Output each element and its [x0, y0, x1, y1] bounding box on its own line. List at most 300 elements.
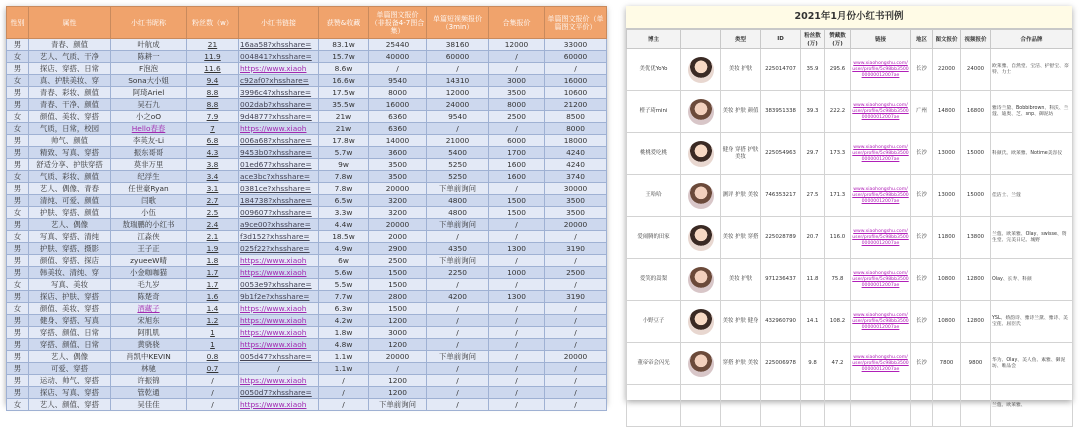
table-cell: 4800	[427, 195, 489, 207]
table-cell: 可爱、穿搭	[29, 363, 111, 375]
table-cell: 14.1	[801, 301, 825, 343]
table-cell: F泡泡	[111, 63, 187, 75]
table-cell: 小金咖咖猫	[111, 267, 187, 279]
table-cell: 30000	[545, 183, 607, 195]
table-cell: 7	[187, 123, 239, 135]
table-cell: 1.8w	[319, 327, 369, 339]
table-cell: 3600	[369, 147, 427, 159]
table-row	[7, 123, 607, 135]
profile-link[interactable]: www.xiaohongshu.com/user/profile/5c98bb350000000012007ae	[851, 217, 911, 259]
table-row	[7, 111, 607, 123]
table-cell[interactable]: 0381ce?xhsshare=	[239, 183, 319, 195]
table-cell: 2500	[489, 111, 545, 123]
table-cell: 75.8	[825, 259, 851, 301]
table-cell: /	[427, 363, 489, 375]
column-header: ID	[761, 30, 801, 49]
table-cell: 20000	[369, 351, 427, 363]
column-header: 视频报价	[961, 30, 991, 49]
table-cell	[801, 385, 825, 427]
table-cell: 长沙	[911, 49, 933, 91]
table-cell: 8500	[545, 111, 607, 123]
table-cell: 12000	[427, 87, 489, 99]
table-cell: 艺人、偶像	[29, 219, 111, 231]
table-cell: 3190	[545, 243, 607, 255]
table-cell: 3500	[369, 159, 427, 171]
table-cell: 长沙	[911, 259, 933, 301]
table-cell: 肖凯中KEVIN	[111, 351, 187, 363]
table-cell: 男	[7, 327, 29, 339]
avatar	[688, 99, 714, 125]
table-cell: 男	[7, 63, 29, 75]
table-cell: /	[369, 63, 427, 75]
table-cell: 1600	[489, 171, 545, 183]
table-cell: 6.5w	[319, 195, 369, 207]
table-cell: 10800	[933, 301, 961, 343]
table-cell	[681, 343, 721, 385]
profile-link[interactable]: www.xiaohongshu.com/user/profile/5c98bb350000000012007ae	[851, 301, 911, 343]
table-cell: 黄骁骁	[111, 339, 187, 351]
rate-card-table	[626, 29, 1073, 427]
table-cell: 兰蔻、欧莱雅、Olay、swisse、资生堂、完美日记、城野	[991, 217, 1073, 259]
table-row	[7, 171, 607, 183]
column-header: 属性	[29, 7, 111, 39]
table-cell: 广州	[911, 91, 933, 133]
table-cell: /	[489, 231, 545, 243]
table-row	[7, 243, 607, 255]
table-cell: 1.1w	[319, 363, 369, 375]
table-cell: 21000	[427, 135, 489, 147]
table-cell: 李英友-Li	[111, 135, 187, 147]
table-cell: 27.5	[801, 175, 825, 217]
table-cell: 6.3w	[319, 303, 369, 315]
table-cell: /	[489, 327, 545, 339]
table-cell: 男	[7, 375, 29, 387]
table-cell[interactable]: 9b1f2e?xhsshare=	[239, 291, 319, 303]
table-cell[interactable]: 9453b0?xhsshare=	[239, 147, 319, 159]
table-cell: 1.9	[187, 243, 239, 255]
table-cell: 艺人、偶像	[29, 351, 111, 363]
table-cell: 3740	[545, 171, 607, 183]
table-cell: 颜值、美妆、穿搭	[29, 111, 111, 123]
table-cell: 下单前询问	[369, 399, 427, 411]
table-cell[interactable]: https://www.xiaoh	[239, 303, 319, 315]
table-cell[interactable]: https://www.xiaoh	[239, 255, 319, 267]
table-cell: /	[319, 375, 369, 387]
table-cell: 20000	[545, 351, 607, 363]
table-cell[interactable]: c92af0?xhsshare=	[239, 75, 319, 87]
table-cell: 1300	[489, 243, 545, 255]
table-cell: 王哈哈	[627, 175, 681, 217]
table-cell: 4.2w	[319, 315, 369, 327]
table-cell[interactable]: https://www.xiaoh	[239, 327, 319, 339]
table-cell: 12800	[961, 259, 991, 301]
table-cell[interactable]: ace3bc?xhsshare=	[239, 171, 319, 183]
table-row	[7, 387, 607, 399]
table-cell: 8000	[489, 99, 545, 111]
table-cell: 阿琦Ariel	[111, 87, 187, 99]
table-cell: 5250	[427, 159, 489, 171]
table-cell: /	[545, 375, 607, 387]
table-cell	[681, 91, 721, 133]
table-cell: 阿肌肌	[111, 327, 187, 339]
column-header: 图文报价	[933, 30, 961, 49]
table-cell: 男	[7, 315, 29, 327]
table-cell: /	[187, 375, 239, 387]
table-row	[7, 231, 607, 243]
table-row	[7, 51, 607, 63]
table-cell[interactable]: 004841?xhsshare=	[239, 51, 319, 63]
table-cell: 舒适分享、护肤穿搭	[29, 159, 111, 171]
table-cell: 气质，日常，校园	[29, 123, 111, 135]
table-cell: /	[545, 315, 607, 327]
table-cell: 美妆 护肤 穿搭	[721, 217, 761, 259]
table-cell[interactable]: 005d47?xhsshare=	[239, 351, 319, 363]
table-cell: 测评 护肤 美妆	[721, 175, 761, 217]
table-cell[interactable]: https://www.xiaoh	[239, 267, 319, 279]
table-cell: 15000	[961, 133, 991, 175]
table-row	[7, 339, 607, 351]
table-cell[interactable]: https://www.xiaoh	[239, 399, 319, 411]
table-cell	[825, 385, 851, 427]
table-cell[interactable]: https://www.xiaoh	[239, 315, 319, 327]
table-cell[interactable]: 9d4877?xhsshare=	[239, 111, 319, 123]
table-cell: 5.5w	[319, 279, 369, 291]
avatar	[688, 225, 714, 251]
table-cell: /	[545, 363, 607, 375]
table-cell	[681, 385, 721, 427]
table-cell: 29.7	[801, 133, 825, 175]
table-cell: 许振锦	[111, 375, 187, 387]
table-cell: 3.8	[187, 159, 239, 171]
table-cell[interactable]: 025f22?xhsshare=	[239, 243, 319, 255]
table-cell: 美妆 护肤	[721, 259, 761, 301]
table-cell: 欧莱雅、自然堂、宝洁、护舒宝、奈特、力士	[991, 49, 1073, 91]
influencer-price-table	[6, 6, 607, 411]
column-header: 单篇短视频报价（3min）	[427, 7, 489, 39]
table-cell: 男	[7, 339, 29, 351]
table-header-row	[7, 7, 607, 39]
column-header: 博主	[627, 30, 681, 49]
table-cell: 男	[7, 219, 29, 231]
table-cell: /	[489, 315, 545, 327]
table-cell	[681, 175, 721, 217]
table-cell: 4.9w	[319, 243, 369, 255]
table-cell: 33000	[545, 39, 607, 51]
table-cell: 24000	[961, 49, 991, 91]
column-header: 粉丝数(万)	[801, 30, 825, 49]
table-cell: /	[369, 363, 427, 375]
table-cell: 20000	[545, 219, 607, 231]
table-cell: 女	[7, 123, 29, 135]
table-row	[7, 315, 607, 327]
table-cell: 振东哥哥	[111, 147, 187, 159]
table-cell: 长沙	[911, 133, 933, 175]
table-cell: 女	[7, 75, 29, 87]
table-cell: /	[187, 387, 239, 399]
table-cell: 4200	[427, 291, 489, 303]
table-cell: 男	[7, 147, 29, 159]
table-row	[7, 327, 607, 339]
table-cell: 18.5w	[319, 231, 369, 243]
table-cell: 闫歌	[111, 195, 187, 207]
profile-link[interactable]: www.xiaohongshu.com/user/profile/5c98bb350000000012007ae	[851, 49, 911, 91]
table-cell: 1500	[489, 195, 545, 207]
table-cell: 青春、干净、颜值	[29, 99, 111, 111]
table-cell: 女	[7, 399, 29, 411]
table-row	[627, 259, 1073, 301]
table-cell: 1.1w	[319, 351, 369, 363]
table-cell: 男	[7, 183, 29, 195]
table-cell: 下单前询问	[427, 183, 489, 195]
table-cell: Sona大小姐	[111, 75, 187, 87]
table-cell: 科颜氏、欧莱雅、Notime美容仪	[991, 133, 1073, 175]
table-cell: 83.1w	[319, 39, 369, 51]
table-cell: 女	[7, 207, 29, 219]
table-cell: /	[545, 279, 607, 291]
table-cell: 1200	[369, 387, 427, 399]
table-cell[interactable]: 0050d7?xhsshare=	[239, 387, 319, 399]
table-cell: 25440	[369, 39, 427, 51]
column-header: 合集报价	[489, 7, 545, 39]
table-cell: 1	[187, 339, 239, 351]
table-cell: 5400	[427, 147, 489, 159]
table-cell: 173.3	[825, 133, 851, 175]
table-cell: 男	[7, 243, 29, 255]
table-cell: 1600	[489, 159, 545, 171]
table-cell: /	[239, 363, 319, 375]
table-cell: /	[427, 303, 489, 315]
table-cell: 21w	[319, 123, 369, 135]
table-row	[7, 75, 607, 87]
table-cell: /	[545, 231, 607, 243]
table-cell[interactable]: a9ce00?xhsshare=	[239, 219, 319, 231]
table-cell[interactable]: 01ed67?xhsshare=	[239, 159, 319, 171]
table-row	[7, 39, 607, 51]
table-cell: 护肤、穿搭、颜值	[29, 207, 111, 219]
table-cell: 1500	[369, 279, 427, 291]
table-cell: 男	[7, 39, 29, 51]
table-cell: 女	[7, 111, 29, 123]
table-cell[interactable]: 009607?xhsshare=	[239, 207, 319, 219]
table-cell[interactable]: 006a68?xhsshare=	[239, 135, 319, 147]
table-cell: 21200	[545, 99, 607, 111]
table-cell: 16000	[545, 75, 607, 87]
table-cell: 5.7w	[319, 147, 369, 159]
table-cell: 225028789	[761, 217, 801, 259]
table-cell: 宋旭东	[111, 315, 187, 327]
table-row	[7, 291, 607, 303]
table-cell: 颜值、穿搭、探店	[29, 255, 111, 267]
table-row	[7, 87, 607, 99]
table-cell: 写真、穿搭、清纯	[29, 231, 111, 243]
column-header: 地区	[911, 30, 933, 49]
table-cell: 4.8w	[319, 339, 369, 351]
table-cell: /	[489, 279, 545, 291]
table-cell: 1.7	[187, 279, 239, 291]
table-cell: 6000	[489, 135, 545, 147]
table-cell: YSL、娇韵诗、雅诗兰黛、雅诗、美宝莲、屈臣氏	[991, 301, 1073, 343]
table-row	[7, 363, 607, 375]
table-cell: 17.5w	[319, 87, 369, 99]
table-cell: 9540	[427, 111, 489, 123]
table-cell: 8000	[369, 87, 427, 99]
table-cell: 11.6	[187, 63, 239, 75]
table-cell: 男	[7, 135, 29, 147]
table-cell	[761, 385, 801, 427]
profile-link[interactable]: www.xiaohongshu.com/user/profile/5c98bb350000000012007ae	[851, 259, 911, 301]
table-cell: 1200	[369, 375, 427, 387]
table-cell: 14310	[427, 75, 489, 87]
table-cell: 3.3w	[319, 207, 369, 219]
table-cell: 下单前询问	[427, 351, 489, 363]
table-cell: 1.8	[187, 255, 239, 267]
table-cell: zyueeW晴	[111, 255, 187, 267]
table-cell: /	[489, 219, 545, 231]
table-cell[interactable]: f3d152?xhsshare=	[239, 231, 319, 243]
table-cell: /	[319, 399, 369, 411]
table-cell: 4800	[427, 207, 489, 219]
table-cell: 长沙	[911, 175, 933, 217]
table-cell: 下单前询问	[427, 219, 489, 231]
table-cell: 1000	[489, 267, 545, 279]
table-cell: 2000	[369, 231, 427, 243]
column-header: 性别	[7, 7, 29, 39]
table-cell: 14800	[933, 91, 961, 133]
table-cell[interactable]: 16aa58?xhsshare=	[239, 39, 319, 51]
table-cell: 敖瑞鹏的小红书	[111, 219, 187, 231]
table-cell: 2800	[369, 291, 427, 303]
table-cell: /	[489, 387, 545, 399]
table-cell: 女	[7, 279, 29, 291]
table-cell: 60000	[545, 51, 607, 63]
table-cell: 8.8	[187, 87, 239, 99]
table-cell: 4350	[427, 243, 489, 255]
table-cell[interactable]: https://www.xiaoh	[239, 339, 319, 351]
table-cell[interactable]: 0053e9?xhsshare=	[239, 279, 319, 291]
table-cell: 男	[7, 99, 29, 111]
profile-link[interactable]: www.xiaohongshu.com/user/profile/5c98bb350000000012007ae	[851, 91, 911, 133]
table-cell: /	[489, 339, 545, 351]
table-cell: 王子正	[111, 243, 187, 255]
table-cell: 吴石九	[111, 99, 187, 111]
table-cell: 6.8	[187, 135, 239, 147]
table-cell: 精致、写真、穿搭	[29, 147, 111, 159]
table-cell: /	[545, 387, 607, 399]
table-row	[7, 159, 607, 171]
table-cell: 40000	[369, 51, 427, 63]
column-header: 小红书昵称	[111, 7, 187, 39]
table-cell: 3000	[369, 327, 427, 339]
table-cell: 1.2	[187, 315, 239, 327]
table-cell: 佳洁士、兰蔻	[991, 175, 1073, 217]
table-cell: 4.3	[187, 147, 239, 159]
table-row	[627, 175, 1073, 217]
column-header: 粉丝数（w）	[187, 7, 239, 39]
table-cell: /	[489, 255, 545, 267]
table-cell: 下单前询问	[427, 255, 489, 267]
table-cell: 长沙	[911, 343, 933, 385]
table-cell: 8.6w	[319, 63, 369, 75]
table-cell[interactable]: https://www.xiaoh	[239, 375, 319, 387]
table-cell: 莫非万里	[111, 159, 187, 171]
table-cell[interactable]: https://www.xiaoh	[239, 63, 319, 75]
table-cell: 男	[7, 291, 29, 303]
table-cell: 746353217	[761, 175, 801, 217]
table-cell: 3.4	[187, 171, 239, 183]
table-cell: 1500	[369, 303, 427, 315]
table-cell: /	[427, 339, 489, 351]
table-cell: 艺人、气质、干净	[29, 51, 111, 63]
table-cell[interactable]: 184738?xhsshare=	[239, 195, 319, 207]
table-cell: 21	[187, 39, 239, 51]
profile-link[interactable]: www.xiaohongshu.com/user/profile/5c98bb350000000012007ae	[851, 133, 911, 175]
table-cell: 10600	[545, 87, 607, 99]
table-cell: /	[489, 375, 545, 387]
table-row	[627, 91, 1073, 133]
column-header: 单篇图文报价（非报备4-7图合集）	[369, 7, 427, 39]
table-cell: /	[545, 303, 607, 315]
table-cell: 13000	[933, 175, 961, 217]
table-cell: 小野豆子	[627, 301, 681, 343]
table-cell[interactable]: 002dab?xhsshare=	[239, 99, 319, 111]
column-header: 链接	[851, 30, 911, 49]
table-cell: Olay、长寿、科颜	[991, 259, 1073, 301]
table-cell: 5250	[427, 171, 489, 183]
table-cell: 383951338	[761, 91, 801, 133]
table-cell: 女	[7, 51, 29, 63]
table-cell: 1.7	[187, 267, 239, 279]
table-cell: 1500	[369, 267, 427, 279]
table-cell: 11.9	[187, 51, 239, 63]
profile-link[interactable]: www.xiaohongshu.com/user/profile/5c98bb350000000012007ae	[851, 175, 911, 217]
table-cell: 22000	[933, 49, 961, 91]
table-cell: 健身、穿搭、写真	[29, 315, 111, 327]
table-cell: 小伍	[111, 207, 187, 219]
table-cell: 男	[7, 387, 29, 399]
table-cell: 1500	[489, 207, 545, 219]
table-cell: 13800	[961, 217, 991, 259]
table-cell: 225054963	[761, 133, 801, 175]
table-row	[627, 385, 1073, 427]
table-row	[7, 99, 607, 111]
table-cell: 3200	[369, 195, 427, 207]
table-cell: 韩美妆、清纯、穿	[29, 267, 111, 279]
avatar	[688, 267, 714, 293]
table-cell: 1700	[489, 147, 545, 159]
table-cell: 2.4	[187, 219, 239, 231]
table-cell: 桃桃爱吃桃	[627, 133, 681, 175]
table-cell: 男	[7, 363, 29, 375]
table-cell: 6360	[369, 123, 427, 135]
table-cell[interactable]: https://www.xiaoh	[239, 123, 319, 135]
table-cell: 帅气、颜值	[29, 135, 111, 147]
table-cell: 美妆 护肤 健身	[721, 301, 761, 343]
table-cell: 林驰	[111, 363, 187, 375]
column-header: 赞藏数(万)	[825, 30, 851, 49]
table-cell: 39.3	[801, 91, 825, 133]
table-cell[interactable]: 3996c4?xhsshare=	[239, 87, 319, 99]
table-cell: 女	[7, 231, 29, 243]
table-cell: Hello春春	[111, 123, 187, 135]
table-row	[627, 49, 1073, 91]
table-cell: 12800	[961, 301, 991, 343]
column-header: 小红书链接	[239, 7, 319, 39]
table-cell: /	[427, 387, 489, 399]
table-row	[7, 183, 607, 195]
table-cell: 7.8w	[319, 171, 369, 183]
table-cell: 2250	[427, 267, 489, 279]
profile-link[interactable]: www.xiaohongshu.com/user/profile/5c98bb350000000012007ae	[851, 343, 911, 385]
